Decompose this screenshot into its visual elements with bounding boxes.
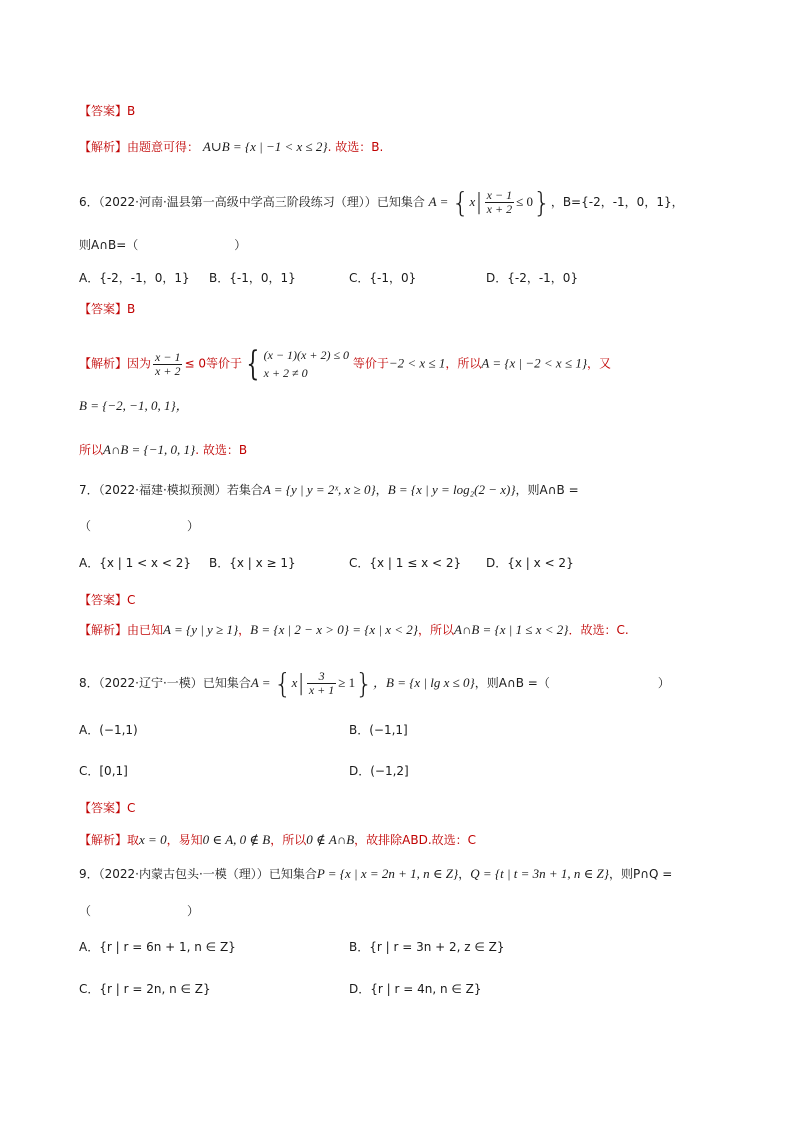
q9-stem bbox=[79, 866, 672, 882]
analysis-fraction bbox=[153, 351, 182, 378]
question-number: 6． bbox=[79, 195, 99, 209]
analysis-text: ≤ 0等价于 bbox=[184, 356, 242, 371]
answer-label: 【答案】 bbox=[79, 302, 128, 316]
analysis-text: 由已知 bbox=[127, 623, 164, 637]
analysis-text: 由题意可得： bbox=[127, 140, 200, 154]
q8-option-c: C．[0,1] bbox=[79, 764, 128, 778]
q9-option-b: B．{r | r = 3n + 2, z ∈ Z} bbox=[349, 940, 505, 954]
q6-answer bbox=[79, 301, 135, 317]
answer-value: C bbox=[127, 801, 136, 815]
answer-label: 【答案】 bbox=[79, 593, 128, 607]
set-a-rest: ≥ 1 bbox=[338, 675, 356, 690]
analysis-relation: 0 ∈ A, 0 ∉ B bbox=[202, 832, 271, 847]
analysis-conclusion: ．故选：C. bbox=[568, 623, 629, 637]
q8-answer bbox=[79, 800, 135, 816]
separator: ， bbox=[375, 483, 388, 497]
q6-analysis bbox=[79, 346, 611, 382]
analysis-text: 因为 bbox=[127, 356, 152, 371]
q9-option-a: A．{r | r = 6n + 1, n ∈ Z} bbox=[79, 940, 236, 954]
analysis-x: x = 0 bbox=[139, 832, 167, 847]
analysis-set-b: B = {−2, −1, 0, 1}， bbox=[79, 398, 189, 413]
question-text: 已知集合 bbox=[376, 195, 425, 209]
separator: ， bbox=[238, 623, 251, 637]
q7-analysis bbox=[79, 622, 629, 638]
set-a-lhs: A = bbox=[250, 675, 274, 690]
analysis-expression: A∪B = {x | −1 < x ≤ 2} bbox=[202, 139, 328, 154]
q7-answer bbox=[79, 592, 135, 608]
q5-answer bbox=[79, 103, 135, 119]
question-ask: ，则P∩Q = bbox=[609, 867, 673, 881]
analysis-label: 【解析】 bbox=[79, 623, 128, 637]
q8-stem bbox=[79, 666, 670, 700]
separator: ， bbox=[458, 867, 471, 881]
set-a-var: x bbox=[469, 194, 476, 209]
question-number: 9． bbox=[79, 867, 99, 881]
question-source: （2022·辽宁·一模） bbox=[98, 676, 203, 690]
set-a-denominator: x + 1 bbox=[308, 683, 335, 697]
q8-option-b: B．(−1,1] bbox=[349, 723, 408, 737]
q9-option-d: D．{r | r = 4n, n ∈ Z} bbox=[349, 982, 482, 996]
analysis-relation-2: 0 ∉ A∩B bbox=[306, 832, 355, 847]
q6-option-d: D．{-2，-1，0} bbox=[486, 271, 579, 285]
analysis-inequality: −2 < x ≤ 1 bbox=[388, 355, 446, 371]
q7-option-c: C．{x | 1 ≤ x < 2} bbox=[349, 556, 462, 570]
set-b: ，B={-2，-1，0，1}， bbox=[550, 195, 684, 209]
q6-option-b: B．{-1，0，1} bbox=[209, 271, 296, 285]
set-a-open-brace: { bbox=[451, 185, 470, 219]
question-source: （2022·福建·模拟预测） bbox=[98, 483, 227, 497]
set-a-rest: ≤ 0 bbox=[516, 194, 533, 209]
question-ask: ，则A∩B = bbox=[515, 483, 579, 497]
set-a-numerator: x − 1 bbox=[486, 188, 513, 202]
question-text: 已知集合 bbox=[268, 867, 317, 881]
system-row-1: (x − 1)(x + 2) ≤ 0 bbox=[263, 348, 350, 362]
analysis-text: ，易知 bbox=[166, 833, 203, 847]
set-a-divider: | bbox=[475, 189, 483, 215]
analysis-text: 等价于 bbox=[352, 356, 389, 371]
analysis-set-a: A = {y | y ≥ 1} bbox=[163, 622, 239, 637]
answer-label: 【答案】 bbox=[79, 801, 128, 815]
q6-analysis-line3 bbox=[79, 442, 247, 458]
set-a-divider: | bbox=[297, 670, 305, 696]
answer-value: C bbox=[127, 593, 136, 607]
q9-option-c: C．{r | r = 2n, n ∈ Z} bbox=[79, 982, 211, 996]
q8-analysis bbox=[79, 832, 476, 848]
analysis-text: 取 bbox=[127, 833, 140, 847]
q8-option-d: D．(−1,2] bbox=[349, 764, 409, 778]
inequality-system bbox=[242, 346, 349, 382]
fraction-denominator: x + 2 bbox=[155, 363, 181, 378]
set-a-lhs: A = bbox=[428, 194, 452, 209]
set-a-var: x bbox=[291, 675, 298, 690]
q8-option-a: A．(−1,1) bbox=[79, 723, 138, 737]
analysis-set-b: B = {x | 2 − x > 0} = {x | x < 2} bbox=[250, 622, 418, 637]
question-text: 若集合 bbox=[226, 483, 263, 497]
system-brace: { bbox=[246, 344, 260, 384]
set-a: A = {y | y = 2ˣ, x ≥ 0} bbox=[262, 482, 376, 497]
q9-paren: （ ） bbox=[79, 904, 200, 918]
fraction-numerator: x − 1 bbox=[155, 349, 181, 364]
set-a-fraction bbox=[485, 189, 514, 216]
analysis-text: ，又 bbox=[587, 356, 612, 371]
q5-analysis bbox=[79, 139, 383, 155]
analysis-conclusion: ，故排除ABD.故选：C bbox=[354, 833, 477, 847]
analysis-text: ，所以 bbox=[445, 356, 482, 371]
q7-stem bbox=[79, 482, 579, 498]
question-source: （2022·内蒙古包头·一模（理）） bbox=[98, 867, 269, 881]
set-a-close-brace: } bbox=[533, 185, 551, 219]
set-a-denominator: x + 2 bbox=[486, 202, 513, 216]
analysis-result: A∩B = {−1, 0, 1} bbox=[103, 442, 196, 457]
q7-paren: （ ） bbox=[79, 519, 200, 533]
analysis-set-a: A = {x | −2 < x ≤ 1} bbox=[481, 355, 588, 371]
set-b: ，B = {x | lg x ≤ 0} bbox=[373, 675, 475, 690]
analysis-conclusion: . 故选：B. bbox=[327, 140, 384, 154]
q6-analysis-line2 bbox=[79, 398, 189, 414]
set-a-fraction bbox=[307, 670, 336, 697]
set-q: Q = {t | t = 3n + 1, n ∈ Z} bbox=[470, 866, 609, 881]
analysis-label: 【解析】 bbox=[79, 356, 128, 371]
answer-value: B bbox=[127, 302, 136, 316]
analysis-label: 【解析】 bbox=[79, 833, 128, 847]
set-b: B = {x | y = log₂(2 − x)} bbox=[387, 482, 516, 497]
analysis-text: ，所以 bbox=[418, 623, 455, 637]
answer-label: 【答案】 bbox=[79, 104, 128, 118]
q7-option-b: B．{x | x ≥ 1} bbox=[209, 556, 296, 570]
analysis-label: 【解析】 bbox=[79, 140, 128, 154]
set-a-open-brace: { bbox=[273, 666, 292, 700]
q6-option-a: A．{-2，-1，0，1} bbox=[79, 271, 190, 285]
set-p: P = {x | x = 2n + 1, n ∈ Z} bbox=[316, 866, 459, 881]
q7-option-a: A．{x | 1 < x < 2} bbox=[79, 556, 191, 570]
analysis-text: ，所以 bbox=[270, 833, 307, 847]
q6-option-c: C．{-1，0} bbox=[349, 271, 417, 285]
q6-stem bbox=[79, 185, 684, 219]
set-a-close-brace: } bbox=[355, 666, 373, 700]
question-source: （2022·河南·温县第一高级中学高三阶段练习（理）） bbox=[98, 195, 377, 209]
question-number: 7． bbox=[79, 483, 99, 497]
question-text: 已知集合 bbox=[202, 676, 251, 690]
question-number: 8． bbox=[79, 676, 99, 690]
analysis-result: A∩B = {x | 1 ≤ x < 2} bbox=[454, 622, 569, 637]
answer-value: B bbox=[127, 104, 136, 118]
question-ask: ，则A∩B =（ ） bbox=[474, 676, 670, 690]
q6-stem-line2: 则A∩B=（ ） bbox=[79, 238, 247, 252]
set-a-numerator: 3 bbox=[307, 670, 336, 684]
analysis-text: 所以 bbox=[79, 443, 104, 457]
q7-option-d: D．{x | x < 2} bbox=[486, 556, 574, 570]
analysis-conclusion: . 故选：B bbox=[195, 443, 248, 457]
system-row-2: x + 2 ≠ 0 bbox=[263, 366, 308, 380]
